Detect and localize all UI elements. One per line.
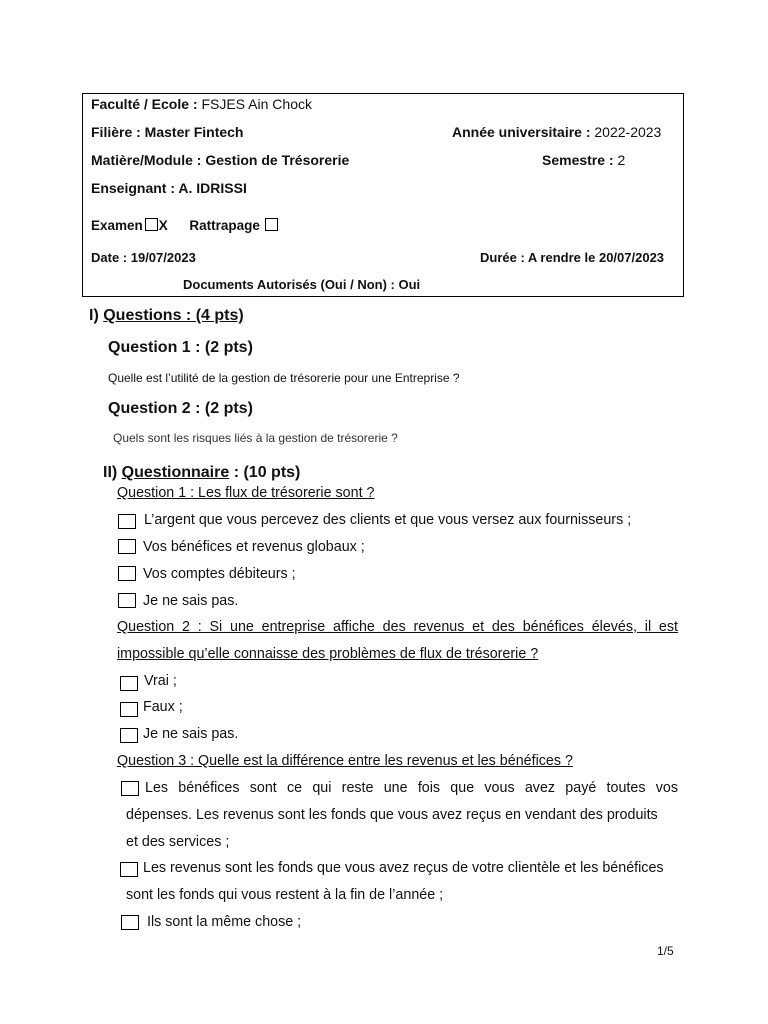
exam-type-line bbox=[91, 218, 279, 233]
q3-option2-line2: sont les fonds qui vous restent à la fin de l’année ; bbox=[126, 887, 444, 903]
semestre-value: 2 bbox=[617, 152, 626, 168]
q1-option3-checkbox[interactable] bbox=[118, 566, 136, 581]
q1-option2-label: Vos bénéfices et revenus globaux ; bbox=[143, 539, 365, 555]
q1-text: Question 1 : Les flux de trésorerie sont ? bbox=[117, 485, 375, 501]
examen-mark: X bbox=[158, 218, 168, 233]
q1-option2-checkbox[interactable] bbox=[118, 539, 136, 554]
semestre-label: Semestre : bbox=[542, 152, 614, 168]
section2-number: II) bbox=[103, 464, 118, 481]
q3-option1-line1: Les bénéfices sont ce qui reste une fois que vous avez payé toutes vos bbox=[145, 780, 678, 796]
examen-checkbox[interactable] bbox=[145, 218, 158, 231]
q2-option3-checkbox[interactable] bbox=[120, 728, 138, 743]
faculte-label: Faculté / Ecole : bbox=[91, 96, 198, 112]
q1-option4-label: Je ne sais pas. bbox=[143, 593, 239, 609]
examen-label: Examen bbox=[91, 218, 143, 233]
rattrapage-label: Rattrapage bbox=[189, 218, 260, 233]
section1-title: Questions : (4 pts) bbox=[103, 307, 244, 324]
q3-option2-line1: Les revenus sont les fonds que vous avez reçus de votre clientèle et les bénéfices bbox=[143, 860, 664, 876]
q2-text-line2: impossible qu’elle connaisse des problèmes de flux de trésorerie ? bbox=[117, 646, 539, 662]
page-number: 1/5 bbox=[657, 944, 674, 958]
section2-title-underlined: Questionnaire bbox=[121, 464, 230, 481]
q3-option3-label: Ils sont la même chose ; bbox=[147, 914, 302, 930]
q2-option1-checkbox[interactable] bbox=[120, 676, 138, 691]
section1-q2-title: Question 2 : (2 pts) bbox=[108, 400, 253, 417]
semestre-line bbox=[542, 152, 625, 168]
section1-number: I) bbox=[89, 307, 99, 324]
filiere: Filière : Master Fintech bbox=[91, 124, 244, 140]
q3-option1-line2: dépenses. Les revenus sont les fonds que vous avez reçus en vendant des produits bbox=[126, 807, 658, 823]
section1-q1-title: Question 1 : (2 pts) bbox=[108, 339, 253, 356]
faculte-line bbox=[91, 96, 312, 112]
q3-option2-checkbox[interactable] bbox=[120, 862, 138, 877]
q2-option1-label: Vrai ; bbox=[144, 673, 177, 689]
matiere: Matière/Module : Gestion de Trésorerie bbox=[91, 152, 350, 168]
q3-option3-checkbox[interactable] bbox=[121, 915, 139, 930]
annee-label: Année universitaire : bbox=[452, 124, 591, 140]
q2-text-line1: Question 2 : Si une entreprise affiche des revenus et des bénéfices élevés, il est bbox=[117, 619, 678, 635]
rattrapage-checkbox[interactable] bbox=[265, 218, 278, 231]
q2-option2-label: Faux ; bbox=[143, 699, 183, 715]
annee-line bbox=[452, 124, 661, 140]
section1-heading bbox=[89, 307, 244, 325]
section2-heading bbox=[103, 464, 300, 482]
exam-date: Date : 19/07/2023 bbox=[91, 250, 196, 265]
section1-q1-text: Quelle est l’utilité de la gestion de trésorerie pour une Entreprise ? bbox=[108, 371, 460, 385]
annee-value: 2022-2023 bbox=[594, 124, 662, 140]
q3-option1-line3: et des services ; bbox=[126, 834, 230, 850]
q1-option1-label: L’argent que vous percevez des clients et que vous versez aux fournisseurs ; bbox=[144, 512, 632, 528]
documents-autorises: Documents Autorisés (Oui / Non) : Oui bbox=[183, 277, 421, 292]
q3-option1-checkbox[interactable] bbox=[121, 781, 139, 796]
q2-option3-label: Je ne sais pas. bbox=[143, 726, 239, 742]
enseignant: Enseignant : A. IDRISSI bbox=[91, 180, 247, 196]
q1-option3-label: Vos comptes débiteurs ; bbox=[143, 566, 296, 582]
exam-duree: Durée : A rendre le 20/07/2023 bbox=[480, 250, 665, 265]
section1-q2-text: Quels sont les risques liés à la gestion de trésorerie ? bbox=[113, 431, 398, 445]
q1-option1-checkbox[interactable] bbox=[118, 514, 136, 529]
section2-title-rest: : (10 pts) bbox=[229, 464, 301, 481]
q2-option2-checkbox[interactable] bbox=[120, 702, 138, 717]
faculte-value: FSJES Ain Chock bbox=[201, 96, 312, 112]
q3-text: Question 3 : Quelle est la différence entre les revenus et les bénéfices ? bbox=[117, 753, 573, 769]
q1-option4-checkbox[interactable] bbox=[118, 593, 136, 608]
